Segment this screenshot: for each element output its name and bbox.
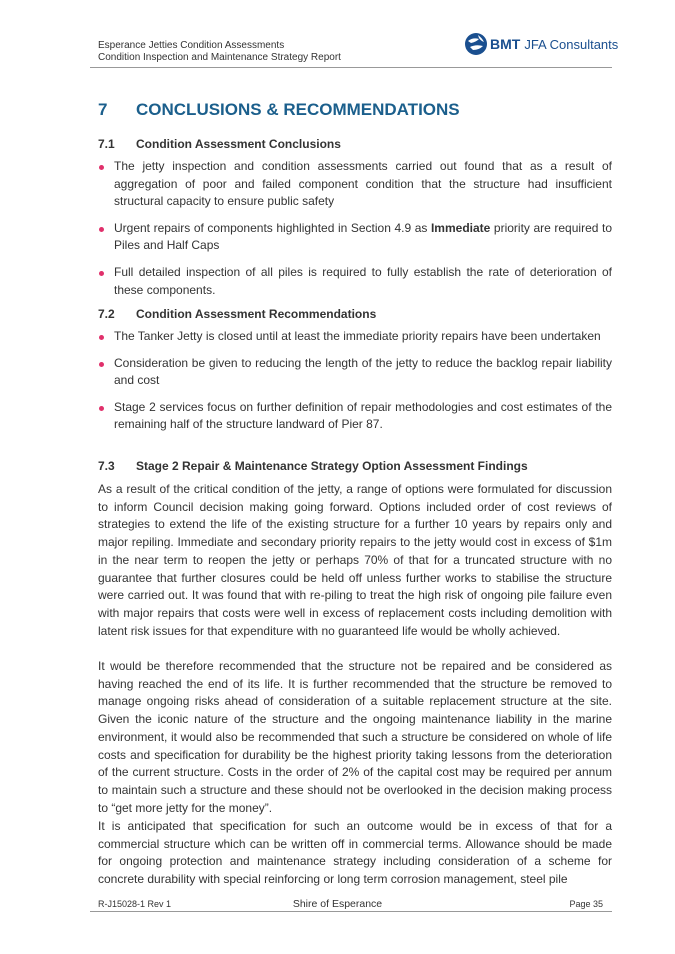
- subsection-number: 7.1: [98, 137, 115, 151]
- logo-jfa-text: JFA Consultants: [524, 36, 619, 52]
- list-item: Stage 2 services focus on further definition of repair methodologies and cost estimates of the remaining half of the structure landward of Pier 87.: [98, 399, 612, 434]
- subsection-number: 7.2: [98, 307, 115, 321]
- subsection-title: Condition Assessment Recommendations: [136, 307, 377, 321]
- header-line-1: Esperance Jetties Condition Assessments: [98, 40, 285, 51]
- body-paragraph-3: It is anticipated that specification for such an outcome would be in excess of that for a commercial structure which can be written off in commercial terms. Allowance should be made for ongoing protection and maintenance strategy including consideration of a scheme for concrete durability with special reinforcing or long term corrosion management, steel pile: [98, 819, 612, 887]
- list-item: The jetty inspection and condition assessments carried out found that as a result of aggregation of poor and failed component condition that the structure had insufficient structural capacity to ensure public safety: [98, 158, 612, 211]
- section-title: CONCLUSIONS & RECOMMENDATIONS: [136, 100, 460, 119]
- bullet-icon: [99, 406, 104, 411]
- header-divider: [90, 67, 612, 68]
- list-item: Urgent repairs of components highlighted in Section 4.9 as Immediate priority are required to Piles and Half Caps: [98, 220, 612, 255]
- company-logo: [464, 31, 618, 57]
- body-paragraph-2: It would be therefore recommended that the structure not be repaired and be considered as having reached the end of its life. It is further recommended that the structure be removed to manage ongoing risks ahead of consideration of a suitable replacement structure at the site. Given the iconic nature of the structure and the ongoing maintenance liability in the marine environment, it would also be recommended that such a structure be considered on whole of life costs and specification for durability be the highest priority taking lessons from the deterioration of the current structure. Costs in the order of 2% of the capital cost may be required per annum to maintain such a structure and these should not be overlooked in the decision making process to “get more jetty for the money”.: [98, 659, 612, 815]
- bullet-icon: [99, 362, 104, 367]
- recommendations-list: [98, 328, 612, 443]
- bullet-icon: [99, 165, 104, 170]
- emphasis-immediate: Immediate: [430, 220, 491, 235]
- list-item: The Tanker Jetty is closed until at least the immediate priority repairs have been undertaken: [98, 328, 612, 346]
- section-number: 7: [98, 100, 108, 119]
- bullet-icon: [99, 335, 104, 340]
- footer-page-number: Page 35: [569, 899, 603, 909]
- subsection-title: Stage 2 Repair & Maintenance Strategy Option Assessment Findings: [136, 459, 528, 473]
- footer-doc-ref: R-J15028-1 Rev 1: [98, 899, 172, 909]
- header-text: [98, 40, 341, 64]
- list-item: Consideration be given to reducing the length of the jetty to reduce the backlog repair liability and cost: [98, 355, 612, 390]
- bullet-icon: [99, 227, 104, 232]
- globe-logo-icon: [464, 32, 488, 56]
- subsection-heading-7-1: [98, 137, 341, 151]
- footer-divider: [90, 911, 612, 912]
- footer-client: Shire of Esperance: [292, 898, 383, 910]
- body-paragraph-1: As a result of the critical condition of the jetty, a range of options were formulated for discussion to inform Council decision making going forward. Options included order of cost reviews of strategies to extend the life of the existing structure for a further 10 years by repairs only and major repiling. Immediate and secondary priority repairs to the jetty would cost in excess of $1m in the near term to reopen the jetty or perhaps 70% of that for a truncated structure with no guarantee that further closures could be held off unless further works to stabilise the structure were carried out. It was found that with re-piling to treat the high risk of ongoing pile failure even with major repairs that costs were well in excess of replacement costs including demolition with latent risk issues for that expenditure with no guaranteed life would be wholly achieved.: [98, 482, 612, 638]
- conclusions-list: [98, 158, 612, 308]
- subsection-number: 7.3: [98, 459, 115, 473]
- header-line-2: Condition Inspection and Maintenance Strategy Report: [98, 52, 341, 63]
- subsection-heading-7-3: [98, 459, 528, 473]
- subsection-heading-7-2: [98, 307, 376, 321]
- section-heading: [98, 100, 460, 120]
- bullet-icon: [99, 271, 104, 276]
- subsection-title: Condition Assessment Conclusions: [136, 137, 341, 151]
- list-item: Full detailed inspection of all piles is required to fully establish the rate of deterioration of these components.: [98, 264, 612, 299]
- logo-bmt-text: BMT: [490, 36, 521, 52]
